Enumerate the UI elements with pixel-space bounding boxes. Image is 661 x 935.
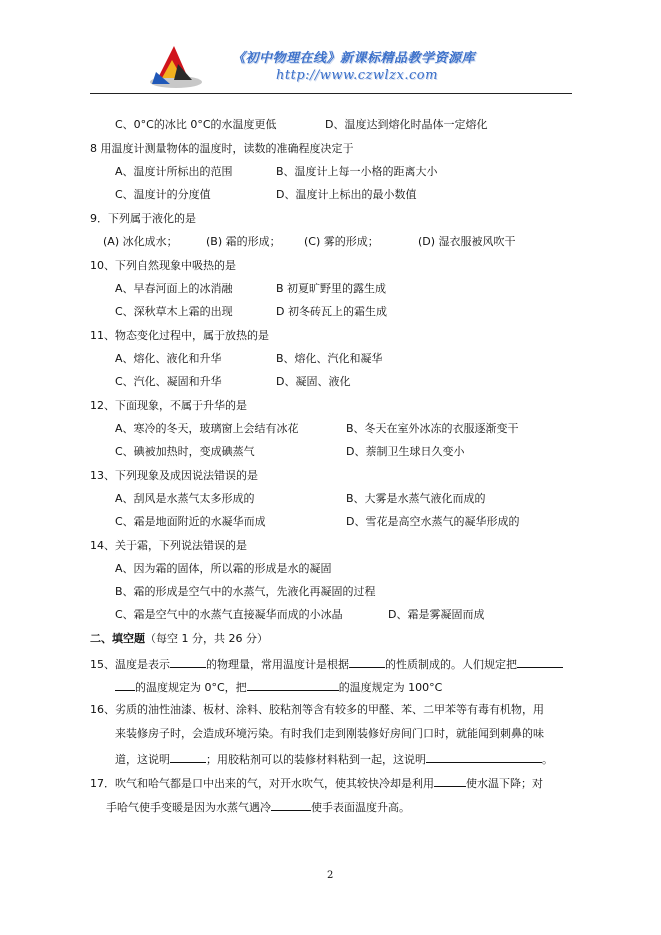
option-a: A、温度计所标出的范围 [115, 165, 233, 178]
section-title: 二、填空题 [90, 632, 145, 645]
q15-text-1: 15、温度是表示 [90, 658, 170, 671]
question-14-stem: 14、关于霜，下列说法错误的是 [90, 539, 247, 552]
option-b: B、温度计上每一小格的距离大小 [276, 165, 438, 178]
header-url: http://www.czwlzx.com [276, 68, 438, 83]
option-b: B、霜的形成是空气中的水蒸气，先液化再凝固的过程 [115, 585, 376, 598]
answer-blank[interactable] [247, 679, 339, 691]
option-c: C、0°C的冰比 0°C的水温度更低 [115, 118, 277, 131]
option-a: A、因为霜的固体，所以霜的形成是水的凝固 [115, 562, 332, 575]
question-13-stem: 13、下列现象及成因说法错误的是 [90, 469, 258, 482]
page-number: 2 [327, 870, 334, 881]
option-d: (D) 湿衣服被风吹干 [418, 235, 516, 248]
answer-blank[interactable] [115, 679, 135, 691]
question-16-line-2: 来装修房子时，会造成环境污染。有时我们走到刚装修好房间门口时，就能闻到刺鼻的味 [115, 727, 544, 740]
answer-blank[interactable] [271, 799, 311, 811]
answer-blank[interactable] [170, 751, 206, 763]
answer-blank[interactable] [517, 656, 563, 668]
option-b: (B) 霜的形成； [206, 235, 281, 248]
question-17-line-2 [106, 799, 410, 815]
question-8-stem: 8 用温度计测量物体的温度时，读数的准确程度决定于 [90, 142, 354, 155]
option-d: D 初冬砖瓦上的霜生成 [276, 305, 387, 318]
question-17-line-1 [90, 775, 543, 791]
option-c: C、碘被加热时，变成碘蒸气 [115, 445, 255, 458]
option-b: B、熔化、汽化和凝华 [276, 352, 383, 365]
option-a: (A) 冰化成水； [103, 235, 178, 248]
option-c: C、霜是地面附近的水凝华而成 [115, 515, 266, 528]
option-b: B、大雾是水蒸气液化而成的 [346, 492, 486, 505]
q16-text-3b: ；用胶粘剂可以的装修材料粘到一起，这说明 [206, 753, 426, 766]
question-10-stem: 10、下列自然现象中吸热的是 [90, 259, 236, 272]
option-b: B、冬天在室外冰冻的衣服逐渐变干 [346, 422, 519, 435]
option-d: D、温度计上标出的最小数值 [276, 188, 417, 201]
question-16-line-3 [115, 751, 553, 767]
question-12-stem: 12、下面现象，不属于升华的是 [90, 399, 247, 412]
page-header [0, 0, 661, 96]
q17-text-1b: 使水温下降；对 [466, 777, 543, 790]
q17-text-1a: 17．吹气和哈气都是口中出来的气，对开水吹气，使其较快冷却是利用 [90, 777, 434, 790]
header-rule [90, 93, 572, 94]
question-15-line-2 [115, 679, 442, 695]
question-9-stem: 9．下列属于液化的是 [90, 212, 196, 225]
q16-text-3a: 道，这说明 [115, 753, 170, 766]
q17-text-2a: 手哈气使手变暖是因为水蒸气遇冷 [106, 801, 271, 814]
question-16-line-1: 16、劣质的油性油漆、板材、涂料、胶粘剂等含有较多的甲醛、苯、二甲苯等有毒有机物，用 [90, 703, 544, 716]
option-b: B 初夏旷野里的露生成 [276, 282, 387, 295]
answer-blank[interactable] [349, 656, 385, 668]
option-c: C、霜是空气中的水蒸气直接凝华而成的小冰晶 [115, 608, 343, 621]
option-d: D、霜是雾凝固而成 [388, 608, 485, 621]
section-heading [90, 632, 268, 646]
option-c: (C) 雾的形成； [304, 235, 379, 248]
answer-blank[interactable] [426, 751, 542, 763]
header-title: 《初中物理在线》新课标精品教学资源库 [232, 51, 476, 66]
option-a: A、熔化、液化和升华 [115, 352, 222, 365]
option-a: A、刮风是水蒸气太多形成的 [115, 492, 255, 505]
question-11-stem: 11、物态变化过程中，属于放热的是 [90, 329, 269, 342]
option-d: D、雪花是高空水蒸气的凝华形成的 [346, 515, 520, 528]
q15-text-5: 的温度规定为 100°C [338, 681, 443, 694]
q15-text-4: 的温度规定为 0°C，把 [135, 681, 247, 694]
section-note: （每空 1 分，共 26 分） [145, 632, 268, 645]
q15-text-3: 的性质制成的。人们规定把 [385, 658, 517, 671]
logo-icon [148, 44, 204, 90]
option-d: D、萘制卫生球日久变小 [346, 445, 465, 458]
option-c: C、温度计的分度值 [115, 188, 211, 201]
q16-text-3c: 。 [542, 753, 553, 766]
option-d: D、温度达到熔化时晶体一定熔化 [325, 118, 488, 131]
question-15-line-1 [90, 656, 563, 672]
option-c: C、深秋草木上霜的出现 [115, 305, 233, 318]
answer-blank[interactable] [434, 775, 466, 787]
q15-text-2: 的物理量，常用温度计是根据 [206, 658, 349, 671]
answer-blank[interactable] [170, 656, 206, 668]
option-c: C、汽化、凝固和升华 [115, 375, 222, 388]
q17-text-2b: 使手表面温度升高。 [311, 801, 410, 814]
option-a: A、寒冷的冬天，玻璃窗上会结有冰花 [115, 422, 299, 435]
option-d: D、凝固、液化 [276, 375, 351, 388]
option-a: A、早春河面上的冰消融 [115, 282, 233, 295]
